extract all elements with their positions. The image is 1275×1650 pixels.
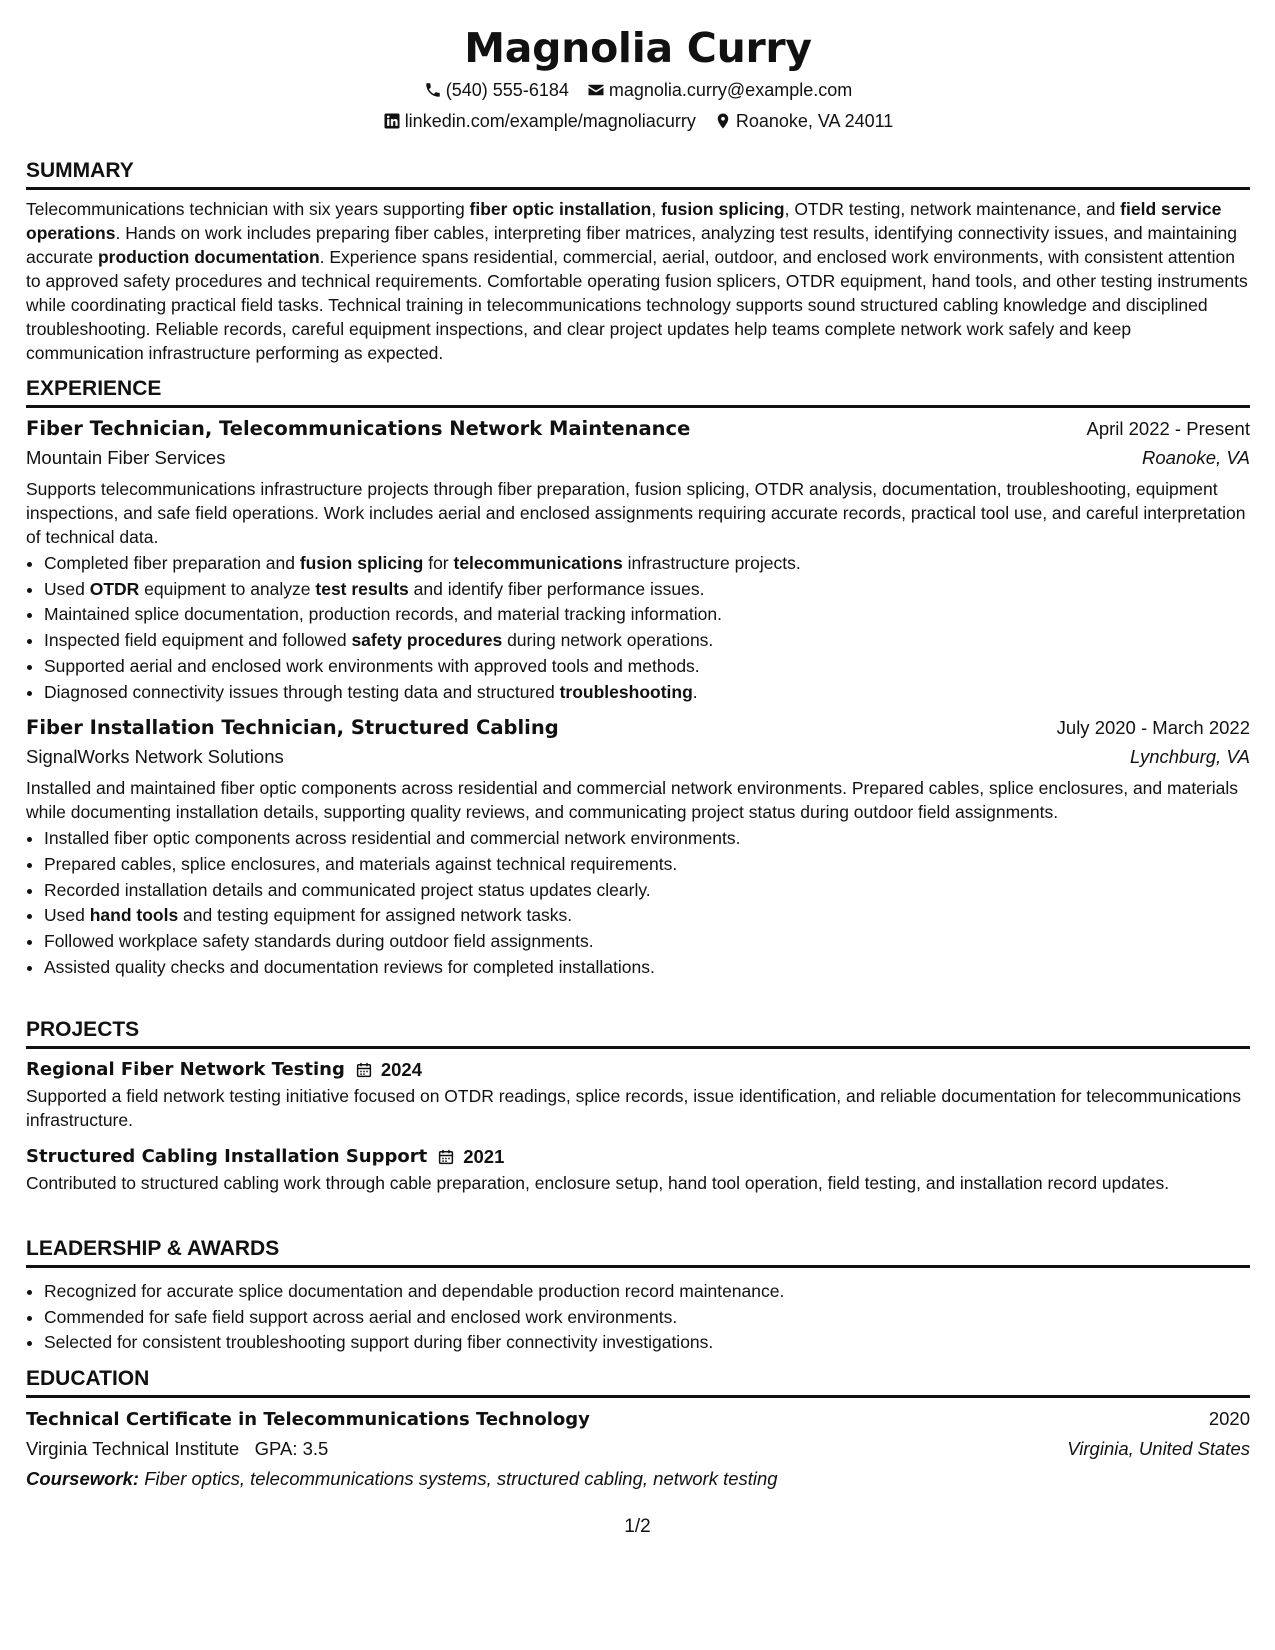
linkedin-url[interactable]: linkedin.com/example/magnoliacurry	[404, 111, 696, 131]
project-title: Regional Fiber Network Testing	[26, 1059, 345, 1080]
job-bullets	[26, 551, 1250, 705]
bullet-item: • Prepared cables, splice enclosures, and materials against technical requirements.	[44, 852, 1250, 878]
awards-list	[26, 1279, 1250, 1356]
award-item: • Commended for safe field support across aerial and enclosed work environments.	[44, 1305, 1250, 1331]
award-item: • Selected for consistent troubleshooting support during fiber connectivity investigations.	[44, 1330, 1250, 1356]
phone-number[interactable]: (540) 555-6184	[445, 80, 569, 100]
coursework-label: Coursework:	[26, 1468, 140, 1489]
phone-contact	[424, 78, 569, 102]
degree-title: Technical Certificate in Telecommunications Technology	[26, 1409, 590, 1430]
summary-section	[26, 158, 1250, 365]
project-year: 2024	[380, 1059, 423, 1080]
job-location: Lynchburg, VA	[1130, 746, 1250, 768]
bullet-item: • Inspected field equipment and followed safety procedures during network operations.	[44, 628, 1250, 654]
project-entry	[26, 1056, 1250, 1132]
job-entry	[26, 415, 1250, 705]
section-title-projects: PROJECTS	[26, 1017, 1250, 1049]
section-title-leadership: LEADERSHIP & AWARDS	[26, 1236, 1250, 1268]
page-number: 1/2	[624, 1516, 651, 1537]
project-date	[355, 1056, 422, 1084]
section-title-summary: SUMMARY	[26, 158, 1250, 190]
company-name: SignalWorks Network Solutions	[26, 746, 284, 768]
email-contact	[587, 78, 852, 102]
contact-row-secondary	[26, 109, 1250, 133]
bullet-item: • Followed workplace safety standards during outdoor field assignments.	[44, 929, 1250, 955]
project-header	[26, 1143, 1250, 1171]
coursework	[26, 1464, 1250, 1494]
project-year: 2021	[463, 1146, 505, 1167]
job-dates: July 2020 - March 2022	[1056, 717, 1250, 739]
projects-section	[26, 1017, 1250, 1195]
education-subheader	[26, 1434, 1250, 1464]
location-text: Roanoke, VA 24011	[735, 111, 894, 131]
bullet-item: • Completed fiber preparation and fusion splicing for telecommunications infrastructure projects.	[44, 551, 1250, 577]
gpa: GPA: 3.5	[254, 1438, 329, 1459]
leadership-section	[26, 1236, 1250, 1356]
project-date	[437, 1143, 504, 1171]
school-name: Virginia Technical Institute	[26, 1438, 240, 1459]
company-name: Mountain Fiber Services	[26, 447, 226, 468]
bullet-item: • Assisted quality checks and documentation reviews for completed installations.	[44, 955, 1250, 981]
job-title: Fiber Technician, Telecommunications Network Maintenance	[26, 417, 691, 440]
map-pin-icon	[714, 112, 732, 130]
project-title: Structured Cabling Installation Support	[26, 1146, 428, 1167]
bullet-item: • Maintained splice documentation, production records, and material tracking information.	[44, 602, 1250, 628]
experience-section	[26, 376, 1250, 980]
job-bullets	[26, 826, 1250, 980]
section-title-experience: EXPERIENCE	[26, 376, 1250, 408]
job-dates: April 2022 - Present	[1086, 418, 1250, 439]
job-header	[26, 714, 1250, 742]
location-contact	[714, 109, 893, 133]
bullet-item: • Supported aerial and enclosed work environments with approved tools and methods.	[44, 654, 1250, 680]
education-section	[26, 1366, 1250, 1494]
envelope-icon	[587, 81, 605, 99]
linkedin-contact	[383, 109, 696, 133]
bullet-item: • Used OTDR equipment to analyze test results and identify fiber performance issues.	[44, 577, 1250, 603]
job-header	[26, 415, 1250, 443]
calendar-icon	[437, 1148, 455, 1166]
coursework-list: Fiber optics, telecommunications systems, structured cabling, network testing	[144, 1468, 778, 1489]
calendar-icon	[355, 1061, 373, 1079]
bullet-item: • Installed fiber optic components across residential and commercial network environments.	[44, 826, 1250, 852]
bullet-item: • Diagnosed connectivity issues through testing data and structured troubleshooting.	[44, 680, 1250, 706]
job-location: Roanoke, VA	[1142, 447, 1250, 468]
project-description: Contributed to structured cabling work through cable preparation, enclosure setup, hand tool operation, field testing, and installation record updates.	[26, 1173, 1170, 1193]
job-entry	[26, 714, 1250, 980]
school-location: Virginia, United States	[1067, 1438, 1250, 1459]
job-description: Installed and maintained fiber optic components across residential and commercial network environments. Prepared cables, splice enclosures, and materials while documenting installation details, supporting quality reviews, and communicating project status during outdoor field assignments.	[26, 778, 1239, 823]
phone-icon	[424, 81, 442, 99]
contact-row-primary	[26, 78, 1250, 102]
bullet-item: • Used hand tools and testing equipment for assigned network tasks.	[44, 903, 1250, 929]
resume-page	[26, 0, 1250, 1489]
job-subheader	[26, 443, 1250, 473]
job-subheader	[26, 742, 1250, 772]
school-info	[26, 1434, 328, 1464]
project-header	[26, 1056, 1250, 1084]
linkedin-icon	[383, 112, 401, 130]
candidate-name: Magnolia Curry	[464, 24, 812, 72]
email-address[interactable]: magnolia.curry@example.com	[608, 80, 853, 100]
education-header	[26, 1405, 1250, 1434]
project-description: Supported a field network testing initiative focused on OTDR readings, splice records, issue identification, and reliable documentation for telecommunications infrastructure.	[26, 1086, 1241, 1130]
bullet-item: • Recorded installation details and communicated project status updates clearly.	[44, 878, 1250, 904]
graduation-year: 2020	[1208, 1408, 1250, 1429]
summary-text: Telecommunications technician with six years supporting fiber optic installation, fusion splicing, OTDR testing, network maintenance, and field service operations. Hands on work includes preparing fiber cables, interpreting fiber matrices, analyzing test results, identifying connectivity issues, and maintaining accurate production documentation. Experience spans residential, commercial, aerial, outdoor, and enclosed work environments, with consistent attention to approved safety procedures and technical requirements. Comfortable operating fusion splicers, OTDR equipment, hand tools, and other testing instruments while coordinating practical field tasks. Technical training in telecommunications technology supports sound structured cabling knowledge and disciplined troubleshooting. Reliable records, careful equipment inspections, and clear project updates help teams complete network work safely and keep communication infrastructure performing as expected.	[26, 199, 1248, 363]
project-entry	[26, 1143, 1250, 1195]
section-title-education: EDUCATION	[26, 1366, 1250, 1398]
job-description: Supports telecommunications infrastructure projects through fiber preparation, fusion splicing, OTDR analysis, documentation, troubleshooting, equipment inspections, and safe field operations. Work includes aerial and enclosed assignments requiring accurate records, practical tool use, and careful interpretation of technical data.	[26, 479, 1246, 547]
job-title: Fiber Installation Technician, Structured Cabling	[26, 716, 559, 740]
award-item: • Recognized for accurate splice documentation and dependable production record maintenance.	[44, 1279, 1250, 1305]
